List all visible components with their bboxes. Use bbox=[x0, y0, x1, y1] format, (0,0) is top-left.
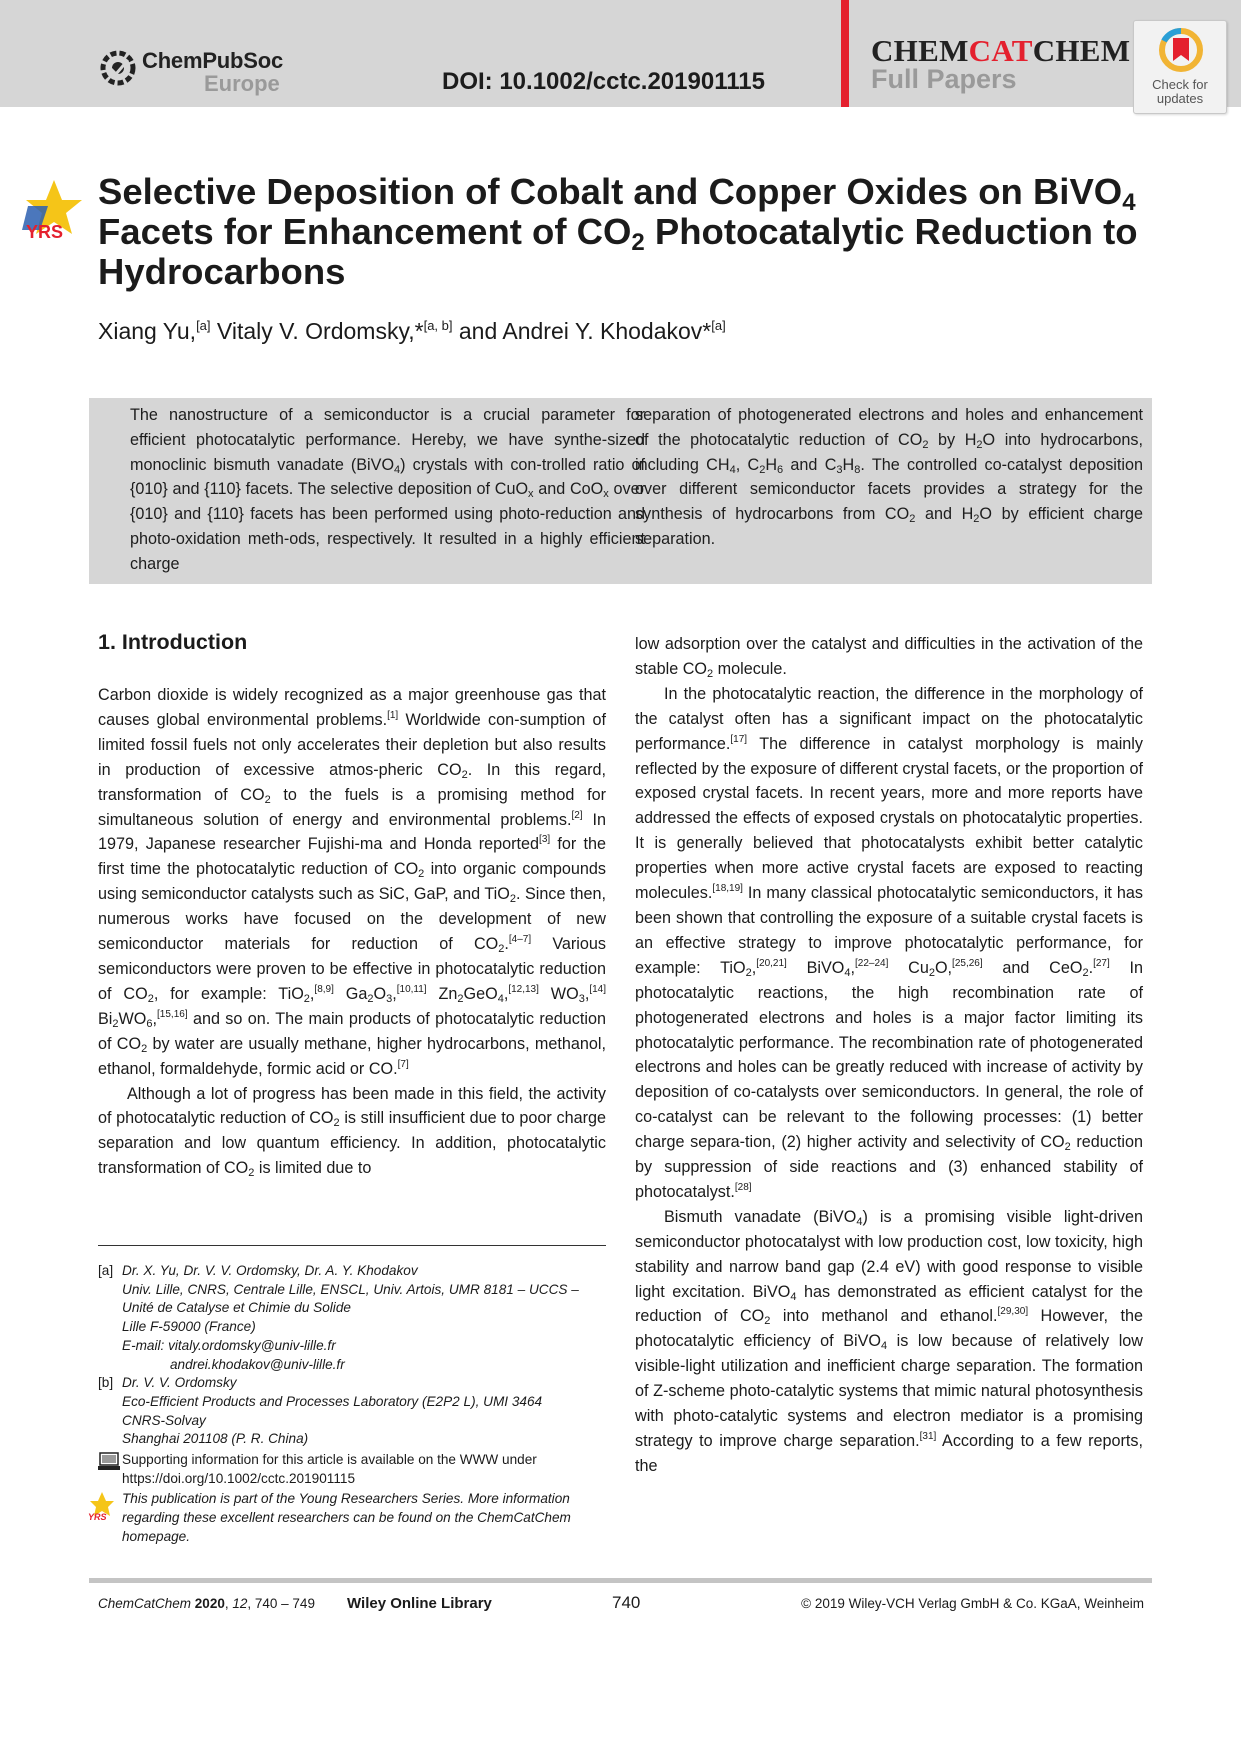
journal-part-1: CHEM bbox=[871, 33, 969, 68]
abstract-right-column: separation of photogenerated electrons and holes and enhancement of the photocatalytic reduction of $CO_2$ by $H_2O$ into hydrocarbons, including $CH_4$, $C_2H_6$ and $C_3H_8$. The controlled co-catalyst deposition over different semiconductor facets provides a strategy for the synthesis of hydrocarbons from $CO_2$ and $H_2O$ by efficient charge separation. bbox=[635, 406, 1143, 548]
young-researchers-star-icon bbox=[88, 1492, 114, 1522]
paragraph: In the photocatalytic reaction, the difference in the morphology of the catalyst often has a significant impact on the photocatalytic performance.[17] The difference in catalyst morphology is mainly reflected by the exposure of different crystal facets, or the proportion of exposed crystal facets. In recent years, more and more reports have addressed the effects of exposed crystals on photocatalytic properties. It is generally believed that photocatalysts exhibit better catalytic properties when more active crystal facets are exposed to reacting molecules.[18,19] In many classical photocatalytic semiconductors, it has been shown that controlling the exposure of a suitable crystal facets is an effective strategy to improve photocatalytic performance, for example: TiO$_2$,[20,21] BiVO$_4$,[22–24] $Cu_2O,[25,26]$ and CeO$_2$.[27] In photocatalytic reactions, the high recombination rate of photogenerated electrons and holes is a major factor limiting its photocatalytic performance. The recombination rate of photogenerated electrons and holes can be greatly reduced with increase of activity by deposition of co-catalysts over semiconductors. In general, the role of co-catalyst can be relevant to the following processes: (1) better charge separa-tion, (2) higher activity and selectivity of $CO_2$ reduction by suppression of side reactions and (3) enhanced stability of photocatalyst.[28] bbox=[635, 684, 1144, 1201]
publisher-name: ChemPubSoc bbox=[142, 48, 284, 73]
publisher-region: Europe bbox=[204, 71, 280, 96]
affiliation-b: [b] Dr. V. V. Ordomsky Eco-Efficient Products and Processes Laboratory (E2P2 L), UMI 3464 CNRS-Solvay Shanghai 201108 (P. R. China) bbox=[98, 1375, 543, 1447]
doi-label[interactable]: DOI: 10.1002/cctc.201901115 bbox=[442, 68, 765, 95]
footnotes bbox=[88, 1262, 608, 1547]
copyright-notice: © 2019 Wiley-VCH Verlag GmbH & Co. KGaA, Weinheim bbox=[801, 1596, 1144, 1611]
accent-bar bbox=[841, 0, 849, 107]
svg-text:YRS: YRS bbox=[88, 1512, 107, 1523]
bookmark-ring-icon bbox=[1158, 27, 1204, 73]
paragraph: Bismuth vanadate (BiVO$_4$) is a promising visible light-driven semiconductor photocatalyst with low production cost, low toxicity, high stability and narrow band gap (2.4 eV) with good response to visible light excitation. BiVO$_4$ has demonstrated as efficient catalyst for the reduction of $CO_2$ into methanol and ethanol.[29,30] However, the photocatalytic efficiency of BiVO$_4$ is low because of relatively low visible-light utilization and inefficient charge separation. The formation of Z-scheme photo-catalytic systems that mimic natural photosynthesis with photo-catalytic systems and electron mediator is a promising strategy to improve charge separation.[31] According to a few reports, the bbox=[635, 1207, 1143, 1475]
body-column-left bbox=[98, 683, 606, 1181]
body-column-right bbox=[635, 632, 1143, 1479]
journal-part-2: CAT bbox=[968, 33, 1033, 68]
author-list: Xiang Yu,[a] Vitaly V. Ordomsky,*[a, b] and Andrei Y. Khodakov*[a] bbox=[98, 318, 726, 344]
footer-divider bbox=[89, 1578, 1152, 1583]
citation-line: ChemCatChem 2020, 12, 740 – 749 bbox=[98, 1596, 315, 1611]
article-title: Selective Deposition of Cobalt and Copper Oxides on BiVO$_4$ Facets for Enhancement of $CO_2$ Photocatalytic Reduction to Hydrocarbons bbox=[98, 171, 1138, 292]
affiliation-a: [a] Dr. X. Yu, Dr. V. V. Ordomsky, Dr. A. Y. Khodakov Univ. Lille, CNRS, Centrale Lille, ENSCL, Univ. Artois, UMR 8181 – UCCS – Unité de Catalyse et Chimie du Solide Lille F-59000 (France) E-mail: vitaly.ordomsky@univ-lille.fr andrei.khodakov@univ-lille.fr bbox=[98, 1262, 608, 1374]
computer-icon bbox=[98, 1452, 120, 1472]
check-for-updates-label: Check for updates bbox=[1152, 77, 1208, 106]
paragraph: Carbon dioxide is widely recognized as a major greenhouse gas that causes global environmental problems.[1] Worldwide con-sumption of limited fossil fuels not only accelerates their depletion but also results in production of excessive atmos-pheric $CO_2$. In this regard, transformation of $CO_2$ to the fuels is a promising method for simultaneous solution of energy and environmental problems.[2] In 1979, Japanese researcher Fujishi-ma and Honda reported[3] for the first time the photocatalytic reduction of $CO_2$ into organic compounds using semiconductor catalysts such as SiC, GaP, and TiO$_2$. Since then, numerous works have focused on the development of new semiconductor materials for reduction of $CO_2.[4-7]$ Various semiconductors were proven to be effective in photocatalytic reduction of $CO_2$, for example: TiO$_2$,[8,9] $Ga_2O_3,[10,11]$ $Zn_2GeO_4,[12,13]$ $WO_3,[14]$ $Bi_2WO_6,[15,16]$ and so on. The main products of photocatalytic reduction of $CO_2$ by water are usually methane, higher hydrocarbons, methanol, ethanol, formaldehyde, formic acid or CO.[7] bbox=[98, 686, 607, 1078]
journal-part-3: CHEM bbox=[1032, 33, 1131, 68]
article-section: Full Papers bbox=[871, 64, 1017, 94]
young-researchers-star-icon bbox=[18, 178, 82, 242]
yrs-note: YRS This publication is part of the Young Researchers Series. More information regarding these excellent researchers can be found on the ChemCatChem homepage. bbox=[88, 1491, 571, 1544]
supporting-info-note[interactable]: Supporting information for this article is available on the WWW under https://doi.org/10.1002/cctc.201901115 bbox=[98, 1451, 608, 1488]
abstract-left-column: The nanostructure of a semiconductor is a crucial parameter for efficient photocatalytic performance. Hereby, we have synthe-sized monoclinic bismuth vanadate (BiVO$_4$) crystals with con-trolled ratio of {010} and {110} facets. The selective deposition of CuO$_x$ and CoO$_x$ over {010} and {110} facets has been performed using photo-reduction and photo-oxidation meth-ods, respectively. It resulted in a highly efficient charge bbox=[130, 406, 645, 573]
wiley-online-library-link[interactable]: Wiley Online Library bbox=[347, 1595, 492, 1612]
yrs-badge-text: YRS bbox=[26, 222, 64, 242]
page-number: 740 bbox=[612, 1593, 641, 1612]
publisher-emblem-icon bbox=[98, 48, 138, 88]
paragraph: Although a lot of progress has been made in this field, the activity of photocatalytic reduction of $CO_2$ is still insufficient due to poor charge separation and low quantum efficiency. In addition, photocatalytic transformation of $CO_2$ is limited due to bbox=[98, 1084, 606, 1180]
email-link[interactable]: andrei.khodakov@univ-lille.fr bbox=[170, 1356, 345, 1372]
paragraph: low adsorption over the catalyst and difficulties in the activation of the stable $CO_2$ molecule. bbox=[635, 635, 1143, 680]
section-heading: 1. Introduction bbox=[98, 630, 248, 654]
footnote-divider bbox=[98, 1245, 606, 1246]
check-for-updates-button[interactable] bbox=[1133, 20, 1227, 114]
email-link[interactable]: E-mail: vitaly.ordomsky@univ-lille.fr bbox=[122, 1337, 336, 1353]
publisher-logo[interactable] bbox=[98, 48, 298, 96]
